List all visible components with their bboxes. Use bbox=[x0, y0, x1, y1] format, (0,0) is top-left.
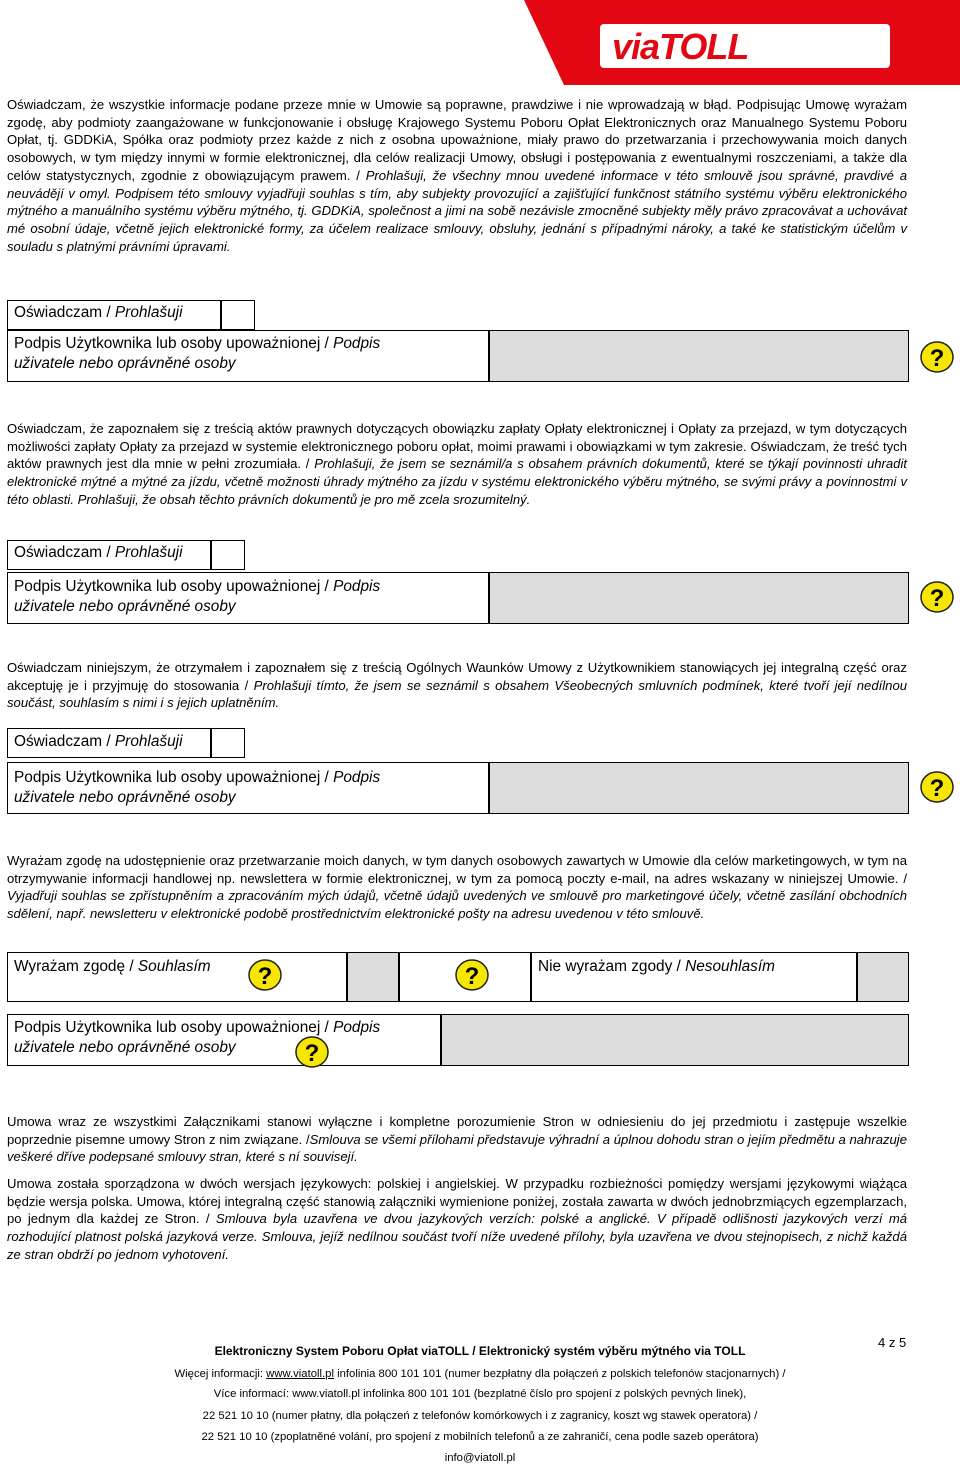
page-number: 4 z 5 bbox=[878, 1335, 907, 1350]
svg-text:?: ? bbox=[929, 585, 945, 612]
footer-line-2: Více informací: www.viatoll.pl infolinka 800 101 101 (bezplatné číslo pro spojení z polských pevných linek), bbox=[213, 1388, 747, 1400]
signature-label-3: Podpis Użytkownika lub osoby upoważnionej / Podpis uživatele nebo oprávněné osoby bbox=[14, 769, 381, 806]
svg-text:?: ? bbox=[929, 345, 945, 372]
declaration-paragraph-1: Oświadczam, że wszystkie informacje podane przeze mnie w Umowie są poprawne, prawdziwe i nie wprowadzają w błąd. Podpisując Umowę wyrażam zgodę, aby podmioty zaangażowane w funkcjonowanie i obsługę Krajowego Systemu Poboru Opłat Elektronicznych oraz Manualnego Systemu Poboru Opłat, tj. GDDKiA, Spółka oraz podmioty przez każde z nich z osobna upoważnione, miały prawo do przetwarzania i przechowywania moich danych osobowych, w tym między innymi w formie elektronicznej, dla celów realizacji Umowy, obsługi i postępowania z ewentualnymi roszczeniami, a także dla celów statystycznych, zgodnie z obowiązującym prawem. / Prohlašuji, že všechny mnou uvedené informace v této smlouvě jsou správné, pravdivé a neuvádějí v omyl. Podpisem této smlouvy vyjadřuji souhlas s tím, aby subjekty provozující a zajišťující funkčnost státního systému výběru elektronického mýtného a manuálního systému výběru mýtného, tj. GDDKiA, společnost a jimi na sobě nezávisle zmocněné subjekty měly právo zpracovávat a uchovávat mé osobní údaje, včetně jejich elektronické formy, za účelem realizace smlouvy, obsluhy, jednání s případnými nároky, a také ke statistickým účelům v souladu s platnými právními úpravami. bbox=[7, 97, 908, 254]
svg-text:?: ? bbox=[304, 1040, 320, 1067]
question-mark-icon[interactable] bbox=[920, 340, 954, 374]
signature-label-4: Podpis Użytkownika lub osoby upoważnionej / Podpis uživatele nebo oprávněné osoby bbox=[14, 1019, 381, 1056]
footer-line-4: 22 521 10 10 (zpoplatněné volání, pro spojení z mobilních telefonů a ze zahraničí, cena podle sazeb operátora) bbox=[201, 1431, 759, 1443]
svg-text:?: ? bbox=[464, 963, 480, 990]
signature-label-1: Podpis Użytkownika lub osoby upoważnionej / Podpis uživatele nebo oprávněné osoby bbox=[14, 335, 381, 372]
declare-checkbox-3[interactable] bbox=[211, 728, 245, 758]
declaration-paragraph-2: Oświadczam, że zapoznałem się z treścią aktów prawnych dotyczących obowiązku zapłaty Opłaty elektronicznej i Opłaty za przejazd, w tym dotyczących możliwości zapłaty Opłaty za przejazd w systemie elektronicznego poboru opłat, moimi prawami i obowiązkami w tym zakresie. Oświadczam, że treść tych aktów prawnych jest dla mnie w pełni zrozumiała. / Prohlašuji, že jsem se seznámil/a s obsahem právních dokumentů, které se týkají povinnosti uhradit elektronické mýtné a mýtné za jízdu, včetně možnosti úhrady mýtného za jízdu v systému elektronického výběru mýtného, se svými právy a povinnostmi v této oblasti. Prohlašuji, že obsah těchto právních dokumentů je pro mě zcela srozumitelný. bbox=[7, 421, 908, 507]
footer-title: Elektroniczny System Poboru Opłat viaTOLL / Elektronický systém výběru mýtného via TOLL bbox=[214, 1344, 746, 1358]
question-mark-icon[interactable] bbox=[920, 580, 954, 614]
website-link[interactable]: www.viatoll.pl bbox=[266, 1368, 334, 1380]
declare-checkbox-2[interactable] bbox=[211, 540, 245, 570]
signature-label-2: Podpis Użytkownika lub osoby upoważnionej / Podpis uživatele nebo oprávněné osoby bbox=[14, 578, 381, 615]
declare-label-3: Oświadczam / Prohlašuji bbox=[14, 733, 183, 750]
consent-label: Wyrażam zgodę / Souhlasím bbox=[14, 958, 211, 975]
signature-field-4[interactable] bbox=[441, 1014, 909, 1066]
declare-label-1: Oświadczam / Prohlašuji bbox=[14, 304, 183, 321]
marketing-consent-paragraph: Wyrażam zgodę na udostępnienie oraz przetwarzanie moich danych, w tym danych osobowych zawartych w Umowie dla celów marketingowych, w tym na otrzymywanie informacji handlowej np. newslettera w formie elektronicznej, w tym za pomocą poczty e-mail, na adres wskazany w niniejszej Umowie. / Vyjadřuji souhlas se zpřístupněním a zpracováním mých údajů, včetně údajů uvedených ve smlouvě pro marketingové účely, včetně zasílání obchodních sdělení, např. newsletteru v elektronické podobě prostřednictvím elektronické pošty na adresu uvedenou v této smlouvě. bbox=[7, 853, 907, 922]
footer-email[interactable]: info@viatoll.pl bbox=[444, 1452, 516, 1464]
noconsent-checkbox[interactable] bbox=[857, 952, 909, 1002]
viatoll-logo: viaTOLL bbox=[612, 26, 749, 67]
question-mark-icon[interactable] bbox=[248, 958, 282, 992]
question-mark-icon[interactable] bbox=[455, 958, 489, 992]
footer-line-1: Więcej informacji: www.viatoll.pl infolinia 800 101 101 (numer bezpłatny dla połączeń z polskich telefonów stacjonarnych) / bbox=[174, 1368, 786, 1380]
signature-field-1[interactable] bbox=[489, 330, 909, 382]
noconsent-label: Nie wyrażam zgody / Nesouhlasím bbox=[538, 958, 775, 975]
declaration-paragraph-3: Oświadczam niniejszym, że otrzymałem i zapoznałem się z treścią Ogólnych Waunków Umowy z Użytkownikiem stanowiących jej integralną część oraz akceptuję je i przyjmuję do stosowania / Prohlašuji tímto, že jsem se seznámil s obsahem Všeobecných smluvních podmínek, které tvoří její nedílnou součást, souhlasím s nimi i s jejich uplatněním. bbox=[7, 660, 908, 711]
declare-checkbox-1[interactable] bbox=[221, 300, 255, 330]
declare-label-2: Oświadczam / Prohlašuji bbox=[14, 544, 183, 561]
signature-field-3[interactable] bbox=[489, 762, 909, 814]
question-mark-icon[interactable] bbox=[295, 1035, 329, 1069]
svg-text:?: ? bbox=[929, 775, 945, 802]
question-mark-icon[interactable] bbox=[920, 770, 954, 804]
svg-text:?: ? bbox=[257, 963, 273, 990]
agreement-paragraph: Umowa wraz ze wszystkimi Załącznikami stanowi wyłączne i kompletne porozumienie Stron w odniesieniu do jej przedmiotu i zastępuje wszelkie poprzednie pisemne umowy Stron z nim związane. /Smlouva se všemi přílohami představuje výhradní a úplnou dohodu stran o jejím předmětu a nahrazuje veškeré dříve podepsané smlouvy stran, které s ní souvisejí. bbox=[7, 1114, 907, 1165]
footer-line-3: 22 521 10 10 (numer płatny, dla połączeń z telefonów komórkowych i z zagranicy, koszt wg stawek operatora) / bbox=[202, 1410, 758, 1422]
language-versions-paragraph: Umowa została sporządzona w dwóch wersjach językowych: polskiej i angielskiej. W przypadku rozbieżności pomiędzy wersjami językowymi wiążąca będzie wersja polska. Umowa, której integralną część stanowią załączniki wymienione poniżej, została zawarta w dwóch jednobrzmiących egzemplarzach, po jednym dla każdej ze Stron. / Smlouva byla uzavřena ve dvou jazykových verzích: polské a anglické. V případě odlišnosti jazykových verzí má rozhodující platnost polská jazyková verze. Smlouva, jejíž nedílnou součást tvoří níže uvedené přílohy, byla uzavřena ve dvou stejnopisech, z nichž každá ze stran obdrží po jednom vyhotovení. bbox=[7, 1176, 908, 1262]
signature-field-2[interactable] bbox=[489, 572, 909, 624]
consent-checkbox[interactable] bbox=[347, 952, 399, 1002]
